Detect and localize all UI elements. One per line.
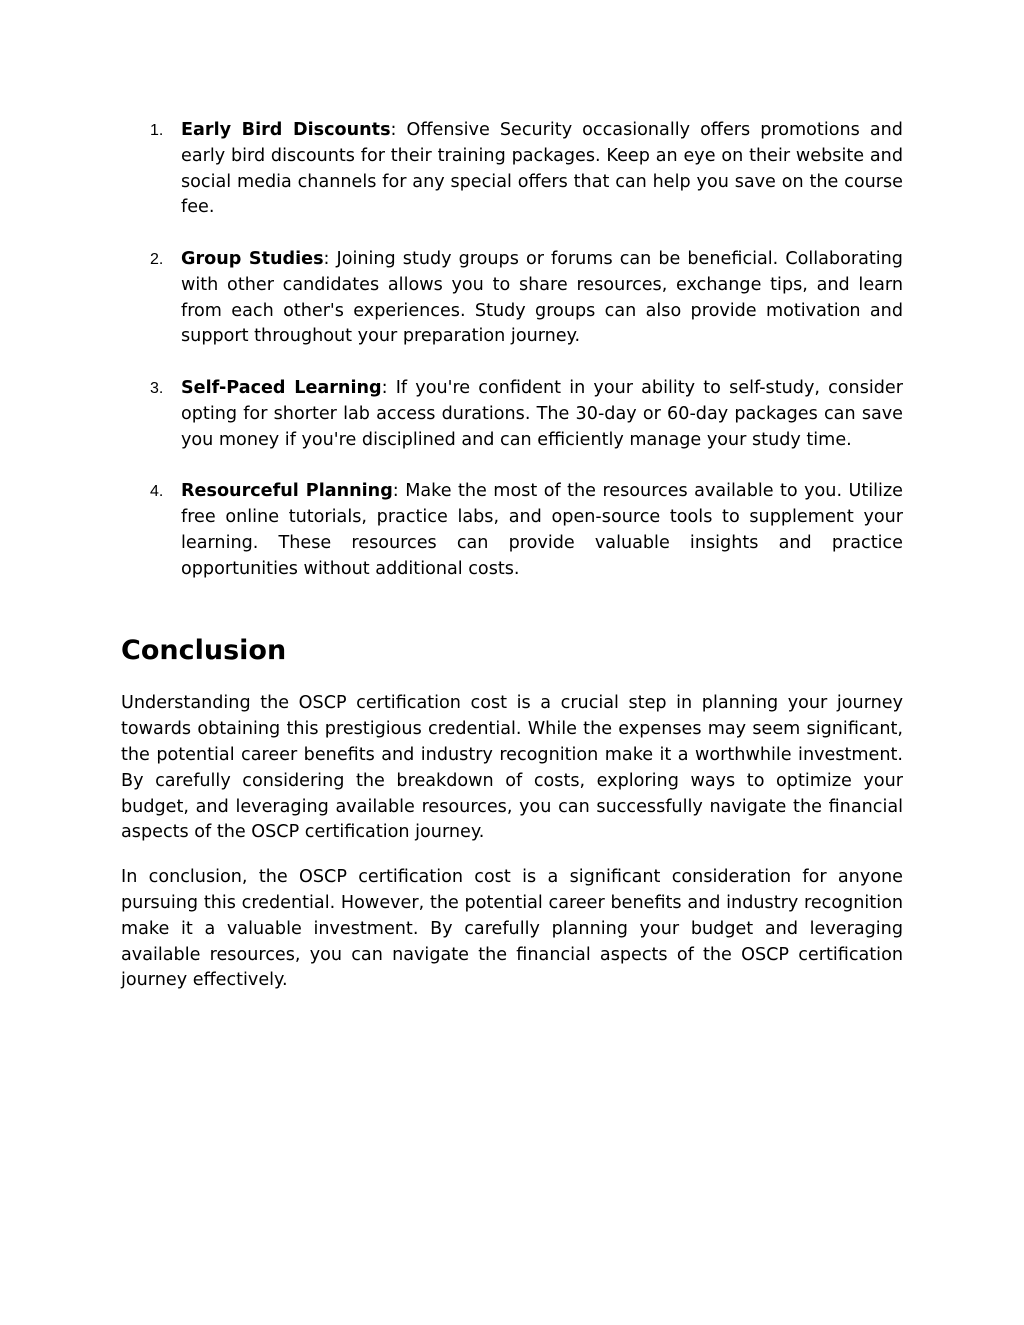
document-page	[121, 118, 903, 994]
tip-text: Make the most of the resources available to you. Utilize free online tutorials, practice labs, and open-source tools to supplement your learning. These resources can provide valuable insights and practice opportunities without additional costs.	[181, 481, 904, 579]
tip-number: 2.	[150, 250, 164, 268]
tip-title: Resourceful Planning	[181, 481, 393, 502]
conclusion-paragraph-1: Understanding the OSCP certification cost is a crucial step in planning your journey towards obtaining this prestigious credential. While the expenses may seem significant, the potential career benefits and industry recognition make it a worthwhile investment. By carefully considering the breakdown of costs, exploring ways to optimize your budget, and leveraging available resources, you can successfully navigate the financial aspects of the OSCP certification journey.	[121, 693, 903, 843]
conclusion-heading: Conclusion	[121, 635, 287, 667]
tip-number: 4.	[150, 483, 164, 501]
tip-text: If you're confident in your ability to self-study, consider opting for shorter lab access durations. The 30-day or 60-day packages can save you money if you're disciplined and can efficiently manage your study time.	[181, 377, 903, 450]
tip-title: Early Bird Discounts	[181, 120, 391, 140]
conclusion-paragraph-2: In conclusion, the OSCP certification cost is a significant consideration for anyone pursuing this credential. However, the potential career benefits and industry recognition make it a valuable investment. By carefully planning your budget and leveraging available resources, you can navigate the financial aspects of the OSCP certification journey effectively.	[121, 867, 903, 991]
tip-text: Offensive Security occasionally offers promotions and early bird discounts for their training packages. Keep an eye on their website and social media channels for any special offers that can help you save on the course fee.	[181, 120, 903, 218]
tip-title: Group Studies	[181, 248, 324, 269]
tip-number: 1.	[150, 122, 164, 139]
cost-saving-tips-list	[121, 118, 903, 582]
tip-item-group-studies: 2. Group Studies: Joining study groups or forums can be beneficial. Collaborating with other candidates allows you to share resources, exchange tips, and learn from each other's experiences. Study groups can also provide motivation and support throughout your preparation journey.	[150, 248, 903, 347]
tip-number: 3.	[150, 379, 164, 397]
tip-item-self-paced-learning: 3. Self-Paced Learning: If you're confident in your ability to self-study, consider opting for shorter lab access durations. The 30-day or 60-day packages can save you money if you're disciplined and can efficiently manage your study time.	[150, 377, 903, 450]
tip-item-resourceful-planning: 4. Resourceful Planning: Make the most of the resources available to you. Utilize free online tutorials, practice labs, and open-source tools to supplement your learning. These resources can provide valuable insights and practice opportunities without additional costs.	[150, 481, 904, 579]
tip-item-early-bird-discounts: 1. Early Bird Discounts: Offensive Security occasionally offers promotions and early bird discounts for their training packages. Keep an eye on their website and social media channels for any special offers that can help you save on the course fee.	[150, 120, 903, 218]
tip-text: Joining study groups or forums can be beneficial. Collaborating with other candidates allows you to share resources, exchange tips, and learn from each other's experiences. Study groups can also provide motivation and support throughout your preparation journey.	[181, 248, 903, 347]
tip-title: Self-Paced Learning	[181, 377, 382, 398]
